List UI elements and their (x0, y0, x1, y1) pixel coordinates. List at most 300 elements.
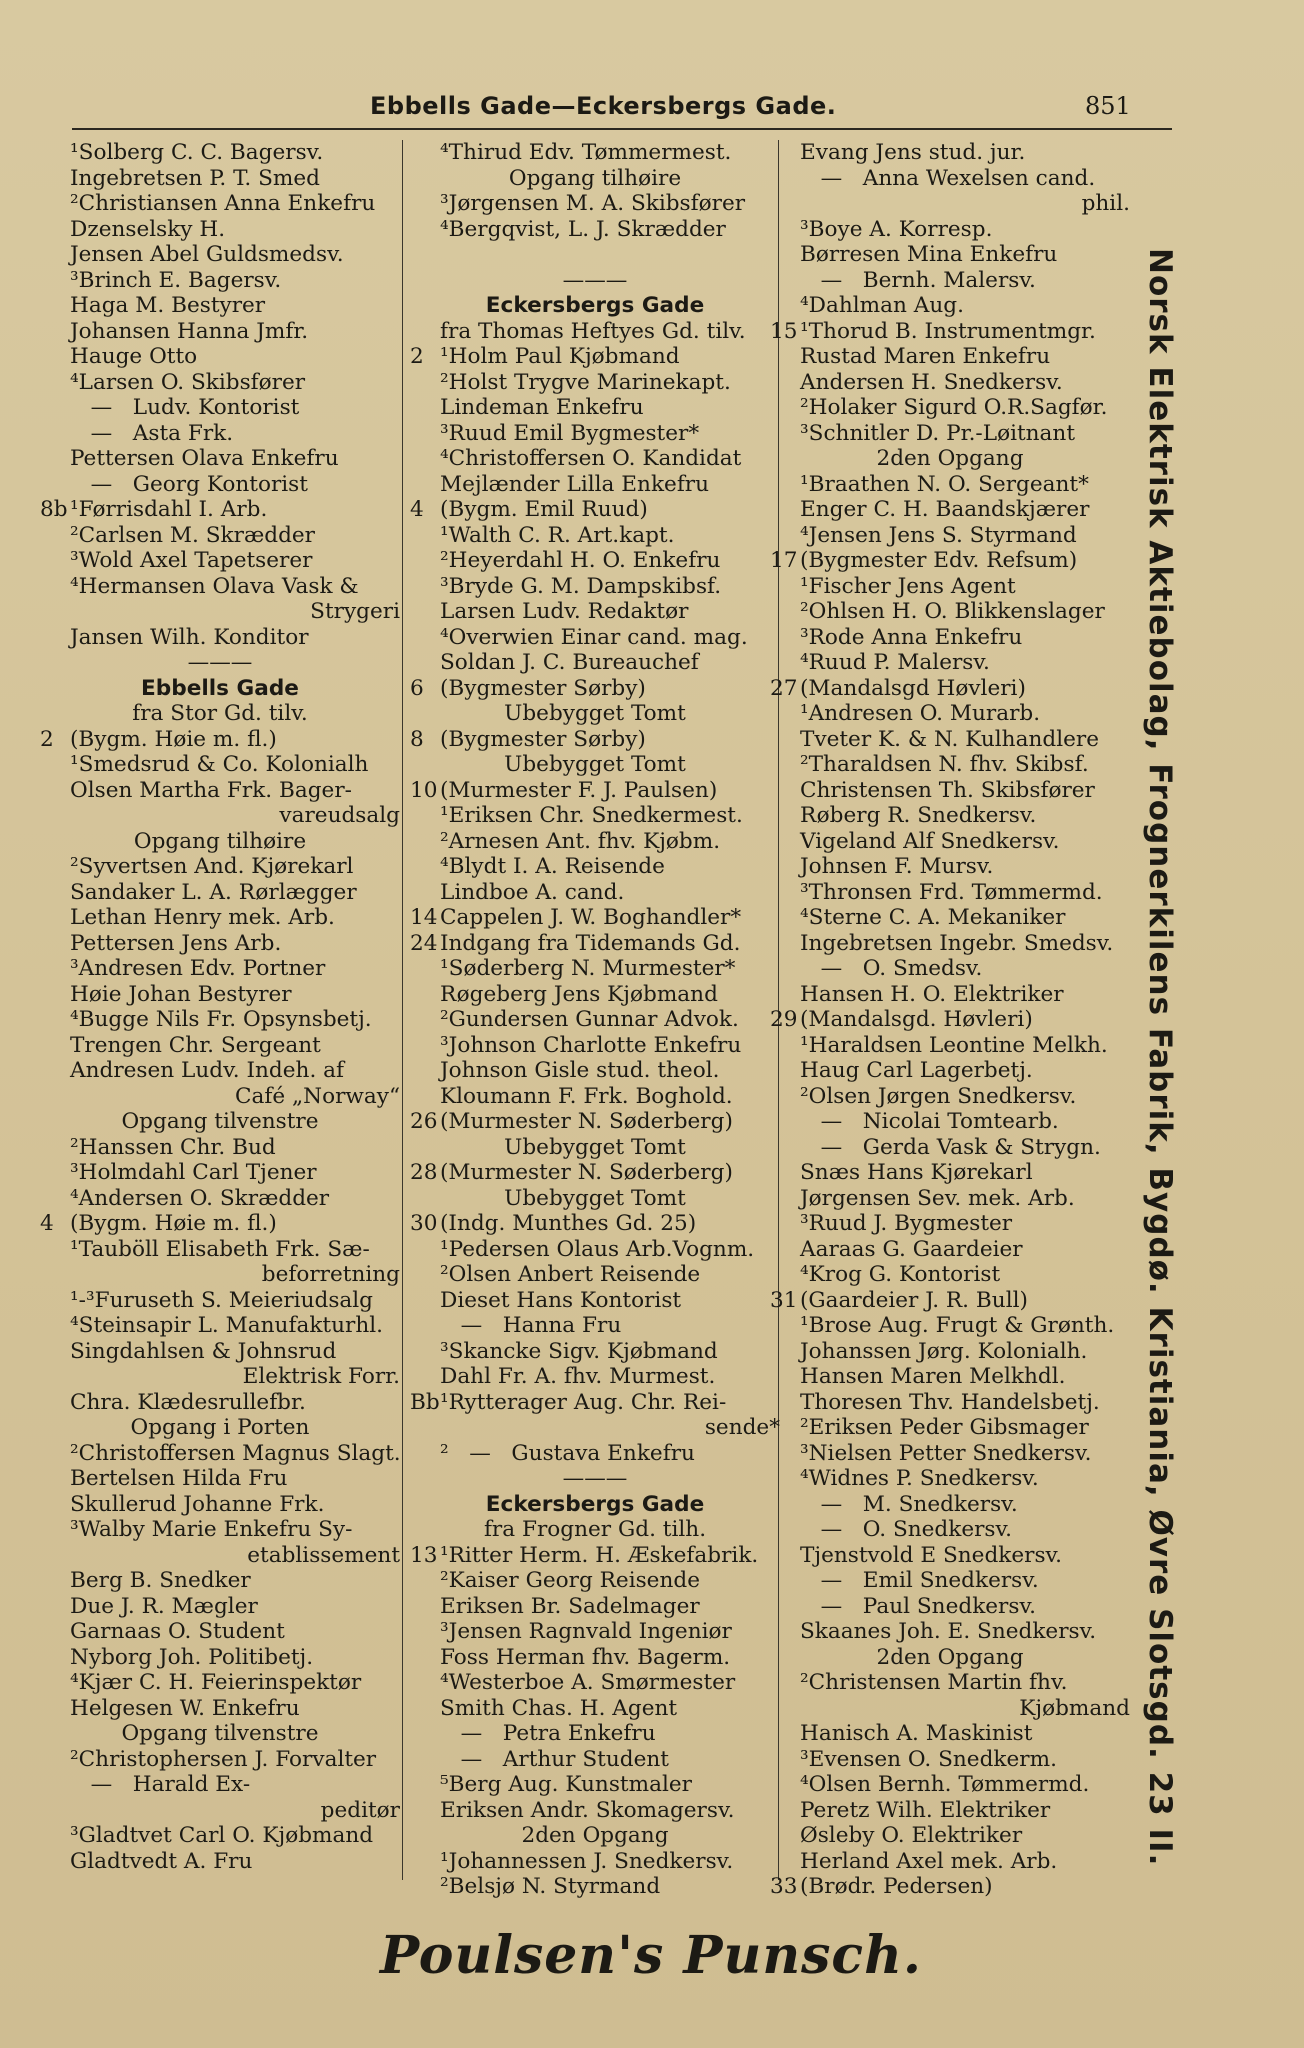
entry-text: (Murmester N. Søderberg) (440, 1160, 733, 1185)
house-number: 17 (770, 548, 798, 573)
directory-entry (770, 1517, 1130, 1543)
directory-entry (770, 319, 1130, 345)
entry-text: — Emil Snedkersv. (800, 1568, 1039, 1593)
entry-text: Opgang tilvenstre (121, 1721, 319, 1746)
directory-entry (410, 166, 780, 192)
directory-entry (770, 242, 1130, 268)
entry-text: Strygeri (310, 599, 400, 624)
entry-text: Lindboe A. cand. (440, 879, 625, 905)
page-number: 851 (1085, 92, 1131, 120)
directory-entry (770, 1211, 1130, 1237)
directory-entry (40, 1721, 400, 1747)
entry-text: Skullerud Johanne Frk. (70, 1491, 325, 1517)
entry-text: ⁴Overwien Einar cand. mag. (440, 624, 748, 650)
directory-entry (770, 1262, 1130, 1288)
directory-entry (40, 1109, 400, 1135)
directory-entry (40, 1237, 400, 1263)
directory-entry (410, 982, 780, 1008)
entry-text: fra Frogner Gd. tilh. (483, 1517, 707, 1542)
directory-entry (770, 472, 1130, 498)
directory-entry (410, 1364, 780, 1390)
directory-entry (410, 268, 780, 294)
house-number: 30 (410, 1211, 438, 1236)
entry-text: Helgesen W. Enkefru (70, 1695, 300, 1721)
directory-entry (410, 523, 780, 549)
entry-text: ²Arnesen Ant. fhv. Kjøbm. (440, 828, 721, 854)
directory-entry (410, 1237, 780, 1263)
directory-entry (410, 803, 780, 829)
entry-text: Herland Axel mek. Arb. (800, 1848, 1058, 1874)
directory-entry (770, 217, 1130, 243)
entry-text: ³Ruud Emil Bygmester* (440, 420, 700, 446)
entry-text: Ingebretsen Ingebr. Smedsv. (800, 930, 1114, 956)
entry-text: — Georg Kontorist (70, 471, 308, 497)
entry-text: ³Nielsen Petter Snedkersv. (800, 1440, 1092, 1466)
directory-entry (410, 1211, 780, 1237)
directory-entry (410, 1670, 780, 1696)
entry-text: ³Thronsen Frd. Tømmermd. (800, 879, 1103, 905)
entry-text: ⁴Westerboe A. Smørmester (440, 1670, 736, 1695)
directory-entry (40, 1135, 400, 1161)
directory-entry (770, 1492, 1130, 1518)
entry-text: ⁴Thirud Edv. Tømmermest. (440, 140, 732, 165)
entry-text: Kjøbmand (1019, 1695, 1130, 1721)
entry-text: (Gaardeier J. R. Bull) (800, 1287, 1028, 1313)
directory-entry (770, 1135, 1130, 1161)
entry-text: vareudsalg (279, 803, 400, 828)
entry-text: — Bernh. Malersv. (800, 267, 1036, 293)
entry-text: Opgang tilhøire (508, 165, 682, 191)
directory-entry (40, 829, 400, 855)
directory-entry (770, 1390, 1130, 1416)
directory-entry (410, 1823, 780, 1849)
directory-entry (410, 778, 780, 804)
directory-entry (40, 1160, 400, 1186)
directory-entry (410, 1109, 780, 1135)
entry-text: ²Syvertsen And. Kjørekarl (70, 854, 354, 879)
entry-text: ³Schnitler D. Pr.-Løitnant (800, 420, 1076, 446)
entry-text: — Gerda Vask & Strygn. (800, 1134, 1101, 1160)
directory-entry (410, 1058, 780, 1084)
entry-text: — O. Smedsv. (800, 956, 983, 981)
directory-entry (770, 1721, 1130, 1747)
house-number: 33 (770, 1874, 798, 1899)
entry-text: Thoresen Thv. Handelsbetj. (800, 1389, 1100, 1415)
entry-text: Eriksen Br. Sadelmager (440, 1593, 700, 1619)
directory-entry (40, 421, 400, 447)
entry-text: ——— (562, 1466, 628, 1491)
entry-text: Høie Johan Bestyrer (70, 981, 292, 1007)
entry-text: sende* (704, 1415, 780, 1440)
entry-text: ⁴Dahlman Aug. (800, 293, 964, 318)
entry-text: Hansen Maren Melkhdl. (800, 1364, 1066, 1389)
entry-text: ¹Haraldsen Leontine Melkh. (800, 1032, 1108, 1058)
entry-text: ²Gundersen Gunnar Advok. (440, 1007, 739, 1032)
directory-entry (40, 701, 400, 727)
directory-entry (40, 650, 400, 676)
directory-entry (410, 1568, 780, 1594)
directory-entry (770, 803, 1130, 829)
directory-entry (770, 395, 1130, 421)
entry-text: Andersen H. Snedkersv. (800, 369, 1063, 395)
directory-entry (40, 854, 400, 880)
entry-text: ²Olsen Anbert Reisende (440, 1262, 701, 1287)
entry-text: (Bygmester Sørby) (440, 726, 646, 752)
entry-text: Larsen Ludv. Redaktør (440, 599, 689, 624)
directory-entry (770, 1415, 1130, 1441)
entry-text: Opgang tilvenstre (121, 1109, 319, 1134)
entry-text: ⁴Jensen Jens S. Styrmand (800, 522, 1077, 548)
directory-entry (410, 344, 780, 370)
house-number: 8b (40, 497, 68, 522)
directory-entry (770, 166, 1130, 192)
directory-entry (410, 1339, 780, 1365)
house-number: 31 (770, 1287, 798, 1313)
entry-text: Ubebygget Tomt (504, 752, 686, 777)
entry-text: Eckersbergs Gade (485, 293, 705, 318)
directory-entry (40, 574, 400, 600)
entry-text: Jansen Wilh. Konditor (70, 624, 309, 650)
directory-entry (410, 1135, 780, 1161)
entry-text: Johnson Gisle stud. theol. (440, 1058, 720, 1083)
entry-text: ³Jørgensen M. A. Skibsfører (440, 191, 746, 216)
bottom-advertisement: Poulsen's Punsch. (380, 1925, 922, 1986)
entry-text: fra Thomas Heftyes Gd. tilv. (440, 318, 746, 344)
directory-entry (770, 1619, 1130, 1645)
entry-text: ——— (187, 650, 253, 675)
directory-entry (40, 1823, 400, 1849)
entry-text: Haga M. Bestyrer (70, 293, 266, 318)
entry-text: 2den Opgang (876, 446, 1024, 471)
entry-text: Mejlænder Lilla Enkefru (440, 471, 710, 497)
directory-entry (410, 1594, 780, 1620)
entry-text: ²Kaiser Georg Reisende (440, 1568, 700, 1593)
house-number: 4 (410, 497, 424, 522)
entry-text: ³Skancke Sigv. Kjøbmand (440, 1338, 718, 1364)
directory-entry (770, 956, 1130, 982)
entry-text: Ebbells Gade (141, 675, 299, 701)
directory-entry (410, 140, 780, 166)
entry-text: ⁴Andersen O. Skrædder (70, 1185, 330, 1211)
directory-entry (40, 599, 400, 625)
entry-text: (Murmester F. J. Paulsen) (440, 777, 718, 803)
entry-text: Eriksen Andr. Skomagersv. (440, 1797, 735, 1823)
directory-entry (770, 1874, 1130, 1900)
entry-text: Opgang tilhøire (133, 828, 307, 854)
entry-text: ²Hanssen Chr. Bud (70, 1134, 276, 1160)
entry-text: Johanssen Jørg. Kolonialh. (800, 1338, 1088, 1364)
directory-entry (770, 650, 1130, 676)
directory-entry (770, 1670, 1130, 1696)
entry-text: ¹Tauböll Elisabeth Frk. Sæ- (70, 1236, 370, 1262)
entry-text: (Brødr. Pedersen) (800, 1874, 993, 1899)
directory-entry (770, 1747, 1130, 1773)
entry-text: ²Olsen Jørgen Snedkersv. (800, 1083, 1077, 1109)
directory-entry (410, 1313, 780, 1339)
entry-text: Enger C. H. Baandskjærer (800, 497, 1090, 522)
directory-entry (410, 1849, 780, 1875)
entry-text: ³Johnson Charlotte Enkefru (440, 1032, 742, 1058)
entry-text: ¹Pedersen Olaus Arb.Vognm. (440, 1236, 755, 1262)
entry-text: Foss Herman fhv. Bagerm. (440, 1644, 731, 1670)
entry-text: ¹Søderberg N. Murmester* (440, 956, 736, 981)
directory-entry (410, 905, 780, 931)
directory-entry (40, 1211, 400, 1237)
entry-text: ¹-³Furuseth S. Meieriudsalg (70, 1287, 374, 1313)
directory-entry (770, 1823, 1130, 1849)
entry-text: Berg B. Snedker (70, 1568, 251, 1593)
directory-entry (40, 1186, 400, 1212)
directory-entry (410, 1696, 780, 1722)
entry-text: ¹Eriksen Chr. Snedkermest. (440, 803, 743, 828)
directory-entry (40, 1415, 400, 1441)
entry-text: — Hanna Fru (440, 1313, 622, 1338)
house-number: 4 (40, 1211, 54, 1236)
entry-text: Due J. R. Mægler (70, 1593, 258, 1619)
entry-text: Lindeman Enkefru (440, 395, 644, 420)
directory-entry (40, 140, 400, 166)
entry-text: (Bygm. Emil Ruud) (440, 497, 648, 522)
directory-entry (40, 1772, 400, 1798)
entry-text: Kloumann F. Frk. Boghold. (440, 1083, 733, 1109)
directory-entry (410, 599, 780, 625)
entry-text: Trengen Chr. Sergeant (70, 1032, 321, 1058)
entry-text: ⁴Steinsapir L. Manufakturhl. (70, 1313, 383, 1338)
directory-entry (410, 854, 780, 880)
directory-entry (770, 1594, 1130, 1620)
directory-entry (770, 1007, 1130, 1033)
directory-entry (770, 497, 1130, 523)
directory-entry (770, 1109, 1130, 1135)
directory-entry (40, 931, 400, 957)
entry-text: (Bygm. Høie m. fl.) (70, 726, 277, 752)
directory-entry (40, 472, 400, 498)
directory-entry (40, 191, 400, 217)
directory-entry (770, 1288, 1130, 1314)
entry-text: ²Christophersen J. Forvalter (70, 1746, 377, 1772)
directory-entry (410, 1543, 780, 1569)
directory-entry (770, 701, 1130, 727)
running-title: Ebbells Gade—Eckersbergs Gade. (370, 92, 837, 120)
directory-entry (40, 523, 400, 549)
directory-entry (410, 752, 780, 778)
directory-entry (40, 1619, 400, 1645)
directory-entry (40, 370, 400, 396)
entry-text: Soldan J. C. Bureauchef (440, 650, 699, 675)
directory-entry (770, 1084, 1130, 1110)
entry-text: ³Brinch E. Bagersv. (70, 267, 282, 293)
entry-text: Café „Norway“ (234, 1083, 400, 1109)
directory-entry (410, 370, 780, 396)
house-number: 24 (410, 930, 438, 956)
directory-entry (410, 421, 780, 447)
entry-text: (Mandalsgd Høvleri) (800, 675, 1026, 701)
entry-text: Peretz Wilh. Elektriker (800, 1797, 1051, 1823)
entry-text: — Harald Ex- (70, 1772, 251, 1797)
entry-text: Bertelsen Hilda Fru (70, 1466, 288, 1491)
entry-text: ²Carlsen M. Skrædder (70, 522, 315, 548)
directory-entry (410, 1517, 780, 1543)
entry-text: fra Stor Gd. tilv. (132, 701, 308, 726)
entry-text: Tveter K. & N. Kulhandlere (800, 726, 1099, 752)
entry-text: ³Gladtvet Carl O. Kjøbmand (70, 1823, 374, 1848)
entry-text: Røberg R. Snedkersv. (800, 803, 1037, 828)
directory-entry (410, 650, 780, 676)
directory-entry (770, 880, 1130, 906)
directory-entry (770, 268, 1130, 294)
house-number: 27 (770, 675, 798, 701)
entry-text: (Bygmester Edv. Refsum) (800, 548, 1078, 573)
directory-entry (770, 421, 1130, 447)
directory-entry (40, 727, 400, 753)
directory-entry (770, 344, 1130, 370)
directory-entry (770, 446, 1130, 472)
entry-text: — Asta Frk. (70, 420, 234, 446)
directory-entry (410, 1798, 780, 1824)
directory-entry (40, 293, 400, 319)
directory-entry (40, 1390, 400, 1416)
entry-text: Snæs Hans Kjørekarl (800, 1160, 1033, 1185)
directory-entry (410, 1441, 780, 1467)
directory-entry (410, 880, 780, 906)
entry-text: ²Ohlsen H. O. Blikkenslager (800, 599, 1105, 624)
entry-text: ³Walby Marie Enkefru Sy- (70, 1517, 353, 1542)
entry-text: ³Holmdahl Carl Tjener (70, 1160, 317, 1185)
directory-entry (40, 880, 400, 906)
house-number: 28 (410, 1160, 438, 1185)
directory-entry (770, 1772, 1130, 1798)
directory-entry (40, 1696, 400, 1722)
entry-text: Ingebretsen P. T. Smed (70, 165, 320, 191)
entry-text: ——— (562, 267, 628, 293)
house-number: 8 (410, 726, 424, 752)
house-number: Bb (410, 1389, 440, 1415)
entry-text: phil. (1081, 191, 1130, 216)
directory-entry (770, 1339, 1130, 1365)
directory-entry (410, 1772, 780, 1798)
entry-text: — Nicolai Tomtearb. (800, 1109, 1059, 1134)
house-number: 29 (770, 1007, 798, 1032)
entry-text: — Paul Snedkersv. (800, 1593, 1036, 1619)
directory-entry (40, 982, 400, 1008)
entry-text: beforretning (261, 1262, 400, 1287)
entry-text: ¹Walth C. R. Art.kapt. (440, 522, 675, 548)
directory-entry (410, 395, 780, 421)
directory-entry (770, 1543, 1130, 1569)
entry-text: Skaanes Joh. E. Snedkersv. (800, 1619, 1097, 1644)
directory-entry (410, 472, 780, 498)
directory-entry (40, 548, 400, 574)
entry-text: Opgang i Porten (130, 1415, 310, 1440)
directory-entry (410, 191, 780, 217)
entry-text: ²Christiansen Anna Enkefru (70, 191, 376, 216)
entry-text: ²Tharaldsen N. fhv. Skibsf. (800, 752, 1089, 777)
house-number: 2 (40, 726, 54, 752)
entry-text: Eckersbergs Gade (485, 1491, 705, 1517)
entry-text: ⁴Krog G. Kontorist (800, 1262, 1001, 1287)
directory-entry (40, 446, 400, 472)
entry-text: ³Rode Anna Enkefru (800, 624, 1023, 650)
directory-entry (770, 1186, 1130, 1212)
entry-text: (Bygmester Sørby) (440, 675, 646, 701)
column-right (770, 140, 1130, 1900)
directory-entry (40, 166, 400, 192)
column-left (40, 140, 400, 1874)
entry-text: 2den Opgang (876, 1644, 1024, 1670)
house-number: 14 (410, 905, 438, 930)
entry-text: Hanisch A. Maskinist (800, 1721, 1033, 1746)
entry-text: ¹Johannessen J. Snedkersv. (440, 1848, 734, 1874)
directory-entry (410, 829, 780, 855)
entry-text: Olsen Martha Frk. Bager- (70, 777, 352, 803)
entry-text: Lethan Henry mek. Arb. (70, 905, 335, 930)
directory-entry (410, 293, 780, 319)
column-middle (410, 140, 780, 1900)
directory-entry (770, 1313, 1130, 1339)
directory-entry (40, 1313, 400, 1339)
entry-text: 2den Opgang (521, 1823, 669, 1848)
entry-text: Ubebygget Tomt (504, 1185, 686, 1211)
directory-entry (410, 956, 780, 982)
directory-entry (770, 1645, 1130, 1671)
entry-text: ³Evensen O. Snedkerm. (800, 1746, 1057, 1772)
directory-entry (770, 1237, 1130, 1263)
directory-entry (40, 1670, 400, 1696)
entry-text: ¹Andresen O. Murarb. (800, 701, 1041, 726)
directory-entry (40, 1466, 400, 1492)
entry-text: ³Wold Axel Tapetserer (70, 548, 313, 573)
directory-entry (40, 268, 400, 294)
entry-text: ¹Holm Paul Kjøbmand (440, 344, 680, 369)
directory-entry (770, 1696, 1130, 1722)
directory-entry (410, 497, 780, 523)
entry-text: Dzenselsky H. (70, 216, 226, 242)
directory-entry (410, 1874, 780, 1900)
entry-text: Pettersen Olava Enkefru (70, 446, 339, 471)
directory-entry (410, 1160, 780, 1186)
entry-text: Sandaker L. A. Rørlægger (70, 879, 357, 905)
directory-entry (410, 242, 780, 268)
entry-text: ¹Solberg C. C. Bagersv. (70, 140, 324, 165)
entry-text: — O. Snedkersv. (800, 1517, 1013, 1542)
entry-text: ⁴Blydt I. A. Reisende (440, 854, 665, 879)
entry-text: Chra. Klædesrullefbr. (70, 1389, 306, 1415)
entry-text: ³Andresen Edv. Portner (70, 956, 326, 981)
directory-entry (40, 956, 400, 982)
directory-entry (410, 1186, 780, 1212)
directory-entry (410, 446, 780, 472)
entry-text: Garnaas O. Student (70, 1619, 285, 1644)
directory-entry (40, 1747, 400, 1773)
directory-entry (40, 1594, 400, 1620)
directory-entry (770, 370, 1130, 396)
directory-entry (40, 1798, 400, 1824)
entry-text: Jørgensen Sev. mek. Arb. (800, 1185, 1075, 1211)
directory-entry (770, 293, 1130, 319)
directory-entry (40, 778, 400, 804)
directory-entry (40, 1849, 400, 1875)
directory-entry (40, 752, 400, 778)
entry-text: ²Holst Trygve Marinekapt. (440, 369, 731, 395)
entry-text: Hansen H. O. Elektriker (800, 981, 1064, 1007)
directory-entry (410, 548, 780, 574)
entry-text: Nyborg Joh. Politibetj. (70, 1644, 314, 1670)
entry-text: ⁴Olsen Bernh. Tømmermd. (800, 1772, 1090, 1797)
directory-entry (410, 1721, 780, 1747)
entry-text: ² — Gustava Enkefru (440, 1440, 695, 1466)
directory-entry (770, 1033, 1130, 1059)
directory-entry (410, 1084, 780, 1110)
